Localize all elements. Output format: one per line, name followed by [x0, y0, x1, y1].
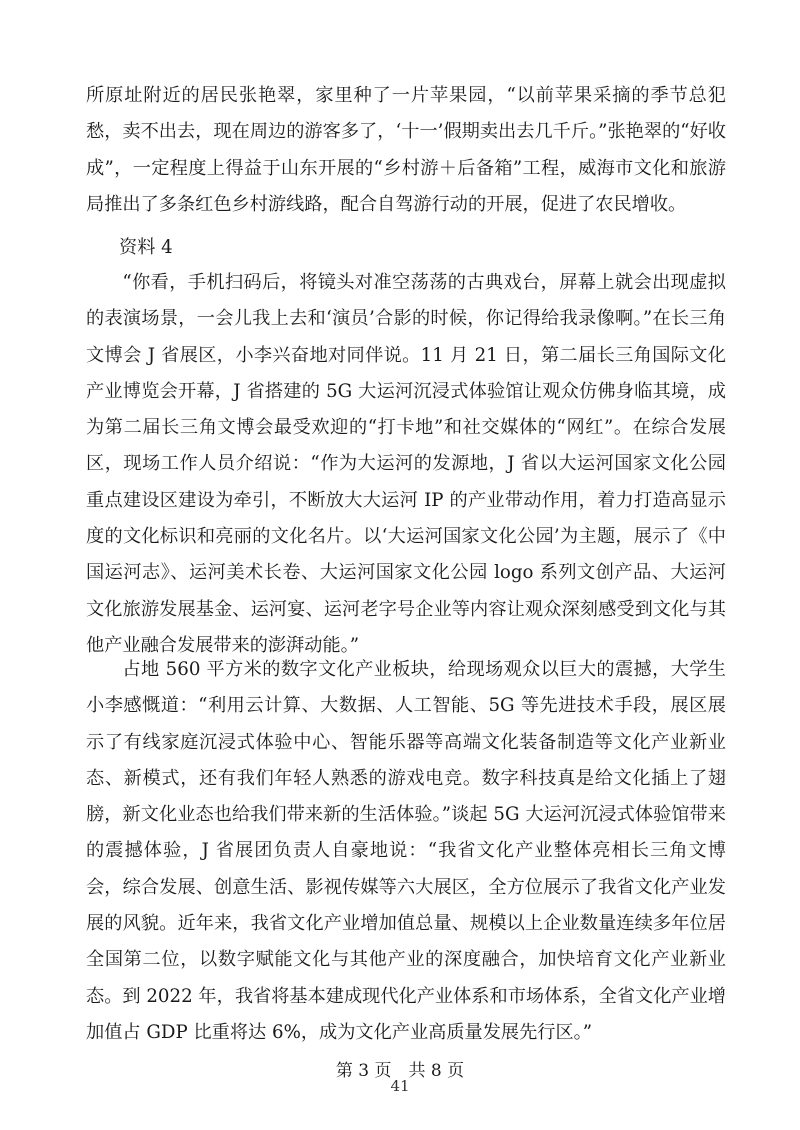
paragraph-text: 所原址附近的居民张艳翠，家里种了一片苹果园，“以前苹果采摘的季节总犯愁，卖不出去，现在周边的游客多了，‘十一’假期卖出去几千斤。”张艳翠的“好收成”，一定程度上得益于山东开展的“乡村游＋后备箱”工程，威海市文化和旅游局推出了多条红色乡村游线路，配合自驾游行动的开展，促进了农民增收。 — [86, 85, 726, 215]
page-label: 第 3 页 共 8 页 — [335, 1061, 465, 1081]
section-heading: 资料 4 — [119, 237, 173, 258]
paragraph-digital-culture — [86, 652, 726, 1051]
paragraph-text: “你看，手机扫码后，将镜头对准空荡荡的古典戏台，屏幕上就会出现虚拟的表演场景，一会儿我上去和‘演员’合影的时候，你记得给我录像啊。”在长三角文博会 J 省展区，小李兴奋地对同伴说。11 月 21 日，第二届长三角国际文化产业博览会开幕，J 省搭建的 5G 大运河沉浸式体验馆让观众仿佛身临其境，成为第二届长三角文博会最受欢迎的“打卡地”和社交媒体的“网红”。在综合发展区，现场工作人员介绍说：“作为大运河的发源地，J 省以大运河国家文化公园重点建设区建设为牵引，不断放大大运河 IP 的产业带动作用，着力打造高显示度的文化标识和亮丽的文化名片。以‘大运河国家文化公园’为主题，展示了《中国运河志》、运河美术长卷、大运河国家文化公园 logo 系列文创产品、大运河文化旅游发展基金、运河宴、运河老字号企业等内容让观众深刻感受到文化与其他产业融合发展带来的澎湃动能。” — [86, 272, 726, 656]
paragraph-continuation — [86, 78, 726, 223]
page-number: 41 — [390, 1077, 410, 1095]
paragraph-text: 占地 560 平方米的数字文化产业板块，给现场观众以巨大的震撼，大学生小李感慨道：“利用云计算、大数据、人工智能、5G 等先进技术手段，展区展示了有线家庭沉浸式体验中心、智能乐器等高端文化装备制造等文化产业新业态、新模式，还有我们年轻人熟悉的游戏电竞。数字科技真是给文化插上了翅膀，新文化业态也给我们带来新的生活体验。”谈起 5G 大运河沉浸式体验馆带来的震撼体验，J 省展团负责人自豪地说：“我省文化产业整体亮相长三角文博会，综合发展、创意生活、影视传媒等六大展区，全方位展示了我省文化产业发展的风貌。近年来，我省文化产业增加值总量、规模以上企业数量连续多年位居全国第二位，以数字赋能文化与其他产业的深度融合，加快培育文化产业新业态。到 2022 年，我省将基本建成现代化产业体系和市场体系，全省文化产业增加值占 GDP 比重将达 6%，成为文化产业高质量发展先行区。” — [86, 659, 726, 1043]
paragraph-material-4 — [86, 265, 726, 664]
